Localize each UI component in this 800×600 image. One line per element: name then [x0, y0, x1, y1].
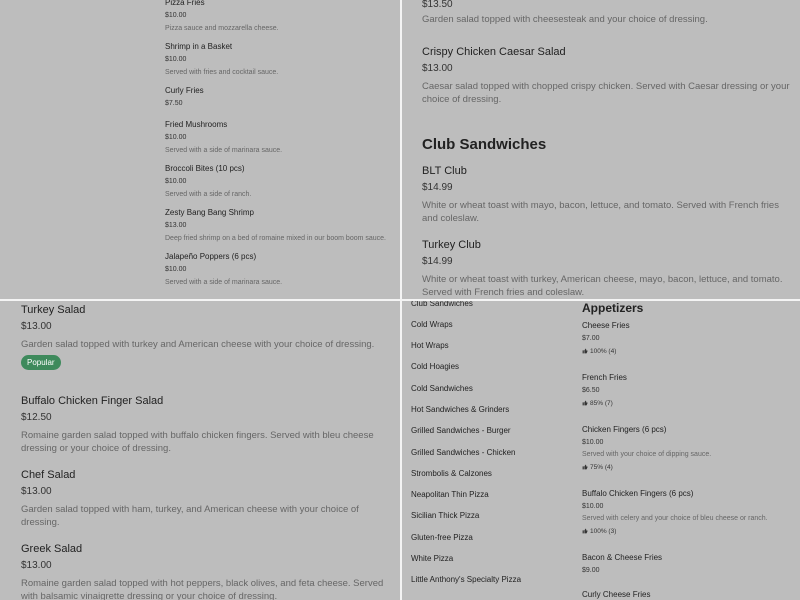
item-price: $13.00 [21, 486, 52, 497]
item-name: Broccoli Bites (10 pcs) [165, 164, 245, 173]
menu-item[interactable] [582, 425, 797, 473]
nav-item-cold-sandwiches[interactable]: Cold Sandwiches [411, 384, 473, 393]
item-name: Curly Fries [165, 86, 204, 95]
menu-nav-panel [402, 301, 800, 600]
item-name: Greek Salad [21, 543, 83, 555]
item-name: Shrimp in a Basket [165, 42, 233, 51]
menu-item[interactable] [165, 0, 395, 34]
item-name: French Fries [582, 373, 627, 382]
item-price: $10.00 [582, 439, 604, 446]
item-price: $10.00 [165, 12, 187, 19]
item-description: Pizza sauce and mozzarella cheese. [165, 25, 279, 32]
item-description: White or wheat toast with mayo, bacon, lettuce, and tomato. Served with French fries and coleslaw. [422, 200, 779, 224]
item-price: $10.00 [165, 266, 187, 273]
menu-item[interactable] [165, 164, 395, 200]
item-description: Served with a side of marinara sauce. [165, 147, 283, 154]
item-price: $7.00 [582, 335, 600, 342]
item-description: Romaine garden salad topped with buffalo chicken fingers. Served with bleu cheese dressing or your choice of dressing. [21, 430, 374, 454]
appetizers-panel-small [0, 0, 400, 299]
rating [582, 463, 797, 473]
nav-item-gluten-free-pizza[interactable]: Gluten-free Pizza [411, 533, 473, 542]
item-name: Buffalo Chicken Finger Salad [21, 395, 164, 407]
thumbs-up-icon [582, 348, 588, 354]
item-name: Fried Mushrooms [165, 120, 228, 129]
item-name: Buffalo Chicken Fingers (6 pcs) [582, 489, 694, 498]
item-name: BLT Club [422, 165, 467, 177]
item-name: Chef Salad [21, 469, 76, 481]
item-price: $10.00 [165, 178, 187, 185]
menu-item[interactable] [21, 542, 391, 600]
item-description: Served with a side of marinara sauce. [165, 279, 283, 286]
divider-horizontal [0, 299, 800, 301]
rating [582, 347, 797, 357]
thumbs-up-icon [582, 464, 588, 470]
item-description: Garden salad topped with turkey and American cheese with your choice of dressing. [21, 339, 375, 350]
rating-value: 75% (4) [590, 464, 613, 471]
item-description: Garden salad topped with cheesesteak and your choice of dressing. [422, 14, 708, 25]
item-name: Turkey Club [422, 239, 481, 251]
menu-item[interactable] [165, 120, 395, 156]
item-name: Curly Cheese Fries [582, 590, 651, 599]
menu-item[interactable] [582, 489, 797, 537]
menu-item[interactable] [582, 553, 797, 576]
item-price: $10.00 [165, 134, 187, 141]
section-title: Club Sandwiches [422, 136, 547, 153]
item-price: $9.00 [582, 567, 600, 574]
item-name: Crispy Chicken Caesar Salad [422, 46, 566, 58]
menu-item[interactable] [165, 86, 395, 109]
menu-item[interactable] [422, 238, 792, 299]
item-price: $10.00 [582, 503, 604, 510]
menu-item[interactable] [21, 303, 391, 370]
nav-item-grilled-chicken[interactable]: Grilled Sandwiches - Chicken [411, 448, 516, 457]
nav-item-hot-wraps[interactable]: Hot Wraps [411, 341, 449, 350]
nav-item-neapolitan-pizza[interactable]: Neapolitan Thin Pizza [411, 490, 489, 499]
item-description: Served with celery and your choice of bleu cheese or ranch. [582, 515, 768, 522]
nav-item-cold-wraps[interactable]: Cold Wraps [411, 320, 453, 329]
menu-item[interactable] [165, 252, 395, 288]
menu-item[interactable] [21, 468, 391, 529]
item-price: $13.00 [422, 63, 453, 74]
item-name: Cheese Fries [582, 321, 630, 330]
thumbs-up-icon [582, 400, 588, 406]
nav-item-strombolis[interactable]: Strombolis & Calzones [411, 469, 492, 478]
item-price: $13.00 [165, 222, 187, 229]
menu-item[interactable] [582, 373, 797, 409]
menu-item[interactable] [582, 590, 797, 600]
item-price: $13.50 [422, 0, 453, 10]
item-name: Pizza Fries [165, 0, 205, 7]
item-name: Bacon & Cheese Fries [582, 553, 663, 562]
menu-item[interactable] [422, 164, 792, 225]
section-title: Appetizers [582, 301, 644, 315]
rating-value: 100% (3) [590, 528, 617, 535]
nav-item-white-pizza[interactable]: White Pizza [411, 554, 454, 563]
item-description: Caesar salad topped with chopped crispy chicken. Served with Caesar dressing or your choice of dressing. [422, 81, 790, 105]
nav-item-sicilian-pizza[interactable]: Sicilian Thick Pizza [411, 511, 480, 520]
item-name: Chicken Fingers (6 pcs) [582, 425, 667, 434]
item-description: Served with fries and cocktail sauce. [165, 69, 279, 76]
rating-value: 100% (4) [590, 348, 617, 355]
menu-item[interactable] [165, 208, 395, 244]
item-description: Deep fried shrimp on a bed of romaine mixed in our boom boom sauce. [165, 235, 387, 242]
rating [582, 399, 797, 409]
salads-panel [0, 301, 400, 600]
item-price: $13.00 [21, 321, 52, 332]
item-name: Turkey Salad [21, 304, 86, 316]
item-description: Served with a side of ranch. [165, 191, 252, 198]
item-name: Zesty Bang Bang Shrimp [165, 208, 254, 217]
item-price: $12.50 [21, 412, 52, 423]
rating [582, 527, 797, 537]
item-name: Jalapeño Poppers (6 pcs) [165, 252, 257, 261]
rating-value: 85% (7) [590, 400, 613, 407]
popular-badge: Popular [21, 355, 61, 370]
nav-item-club-sandwiches[interactable]: Club Sandwiches [411, 301, 473, 308]
nav-item-hot-sandwiches[interactable]: Hot Sandwiches & Grinders [411, 405, 510, 414]
item-description: Romaine garden salad topped with hot peppers, black olives, and feta cheese. Served with balsamic vinaigrette dressing or your choice of dressing. [21, 578, 384, 600]
menu-item[interactable] [165, 42, 395, 78]
thumbs-up-icon [582, 528, 588, 534]
menu-item[interactable] [21, 394, 391, 455]
menu-item[interactable] [422, 0, 792, 26]
item-price: $6.50 [582, 387, 600, 394]
nav-item-cold-hoagies[interactable]: Cold Hoagies [411, 362, 460, 371]
item-description: Garden salad topped with ham, turkey, and American cheese with your choice of dressing. [21, 504, 359, 528]
nav-item-grilled-burger[interactable]: Grilled Sandwiches - Burger [411, 426, 511, 435]
item-price: $14.99 [422, 256, 453, 267]
nav-item-specialty-pizza[interactable]: Little Anthony's Specialty Pizza [411, 575, 522, 584]
item-price: $14.99 [422, 182, 453, 193]
item-price: $13.00 [21, 560, 52, 571]
item-description: White or wheat toast with turkey, American cheese, mayo, bacon, lettuce, and tomato. Served with French fries and coleslaw. [422, 274, 783, 298]
menu-item[interactable] [422, 45, 792, 106]
item-price: $10.00 [165, 56, 187, 63]
club-sandwiches-panel [402, 0, 800, 299]
menu-item[interactable] [582, 321, 797, 357]
item-description: Served with your choice of dipping sauce. [582, 451, 712, 458]
item-price: $7.50 [165, 100, 183, 107]
